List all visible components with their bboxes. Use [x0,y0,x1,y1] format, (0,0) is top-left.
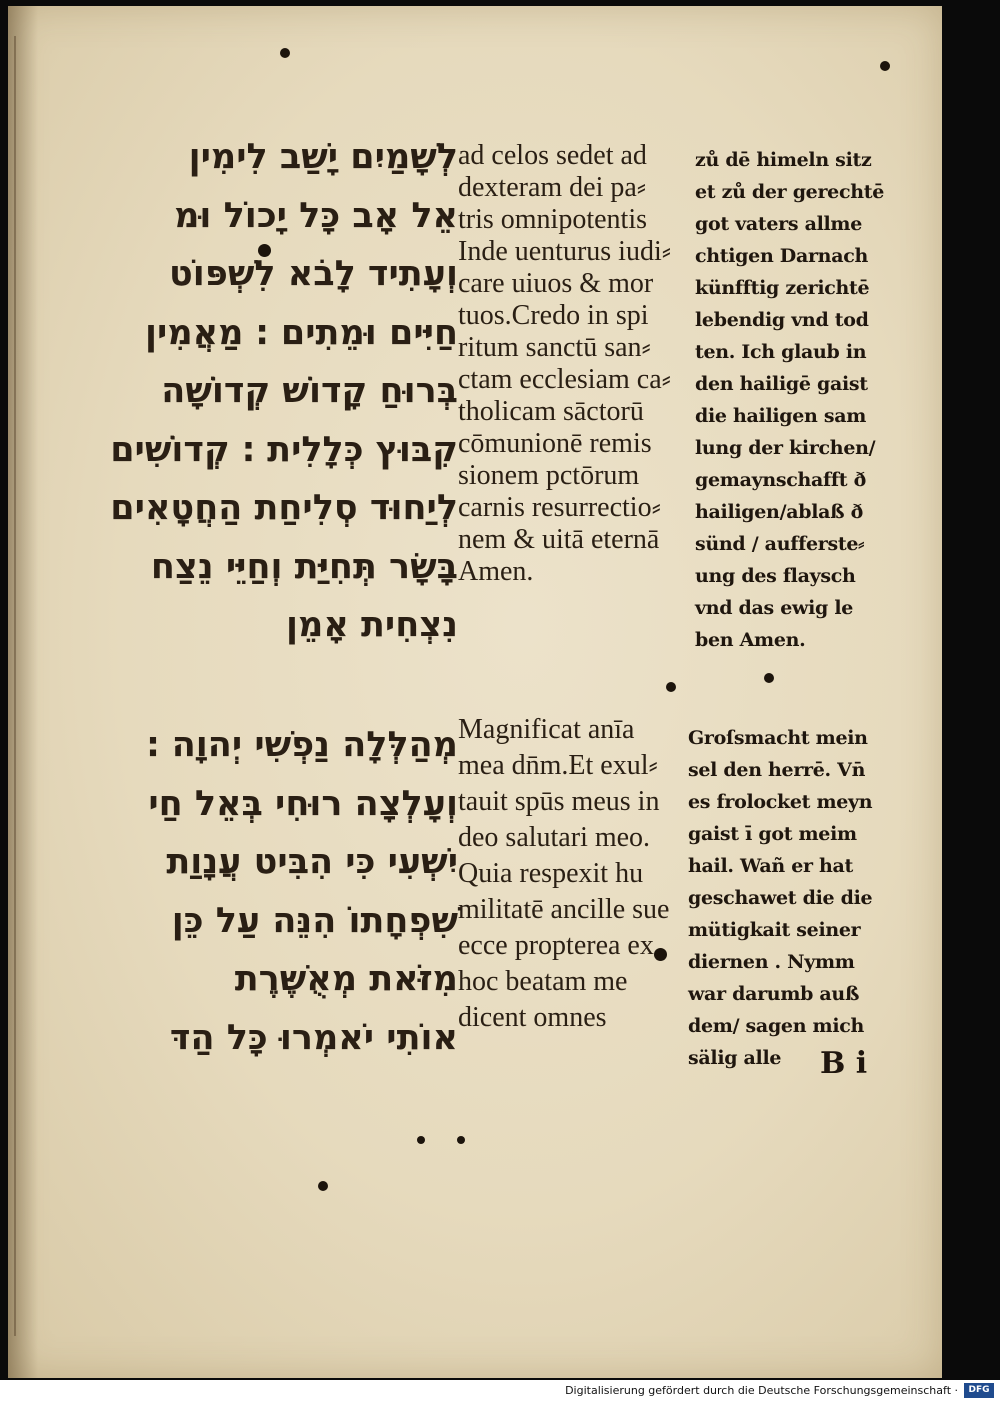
german-line: ben Amen. [695,629,806,651]
latin-line: tauit spūs meus in [458,786,660,817]
book-page [8,6,942,1378]
hebrew-line: נִצְחִית אָמֵן [286,605,458,645]
german-line: got vaters allme [695,213,863,235]
hebrew-line: וְעָלְצָה רוּחִי בְּאֵל חַי [148,783,458,824]
german-line: hailigen/ablaß ð [695,501,863,523]
hebrew-line: קִבּוּץ כְּלָלִית ׃ קְדוֹשִׁים [110,429,458,470]
german-line: die hailigen sam [695,405,867,427]
hebrew-line: מְהַלְּלָה נַפְשִׁי יְהוָה ׃ [146,725,458,765]
german-line: gemaynschafft ð [695,469,866,491]
latin-line: mea dn̄m.Et exul⸗ [458,750,658,781]
latin-line: Quia respexit hu [458,858,644,889]
german-line: dem/ sagen mich [688,1015,865,1037]
spine-line [14,36,16,1336]
hebrew-line: בָּשָׂר תְּחִיַּת וְחַיֵּי נֵצַח [150,546,458,587]
hebrew-line: לְיַחוּד סְלִיחַת הַחֲטָאִים [110,488,458,528]
latin-line: nem & uitā eternā [458,524,660,555]
german-line: diernen . Nymm [688,951,855,973]
german-line: mütigkait seiner [688,919,861,941]
latin-column-bottom [458,712,669,1036]
hebrew-line: חַיִּים וּמֵתִים ׃ מַאֲמִין [145,312,458,353]
latin-column-top [458,140,671,588]
german-line: sälig alle [688,1047,782,1069]
ink-dot [764,673,774,683]
latin-line: care uiuos & mor [458,268,654,299]
german-line: es frolocket meyn [688,791,873,813]
ink-dot [666,682,676,692]
german-line: ung des flaysch [695,565,856,587]
german-line: künfftig zerichtē [695,277,870,299]
hebrew-line: אוֹתִי יֹאמְרוּ כָּל הַדּ [169,1017,458,1058]
ink-dot [457,1136,465,1144]
german-line: chtigen Darnach [695,245,868,267]
latin-line: cōmunionē remis [458,428,652,459]
german-line: gaist ī got meim [688,823,857,845]
latin-line: militatē ancille sue [458,894,670,925]
latin-line: Magnificat anīa [458,714,635,745]
german-line: sünd / aufferste⸗ [695,533,865,555]
hebrew-column-top [38,128,458,655]
latin-line: dicent omnes [458,1002,607,1033]
dfg-logo: DFG [964,1383,994,1398]
german-line: lebendig vnd tod [695,309,869,331]
ink-dot [318,1181,328,1191]
latin-line: ctam ecclesiam ca⸗ [458,364,671,395]
german-line: zů dē himeln sitz [695,149,872,171]
latin-line: deo salutari meo. [458,822,651,853]
german-line: ten. Ich glaub in [695,341,867,363]
hebrew-line: מִזֹּאת מְאֻשֶּׁרֶת [234,959,458,999]
german-line: lung der kirchen/ [695,437,876,459]
german-column-bottom [688,722,872,1074]
ink-dot [880,61,890,71]
hebrew-line: וְעָתִיד לָבֹא לִשְׁפּוֹט [169,254,458,294]
latin-line: ritum sanctū san⸗ [458,332,651,363]
german-line: Groſsmacht mein [688,727,868,749]
latin-line: tholicam sāctorū [458,396,644,427]
german-line: et zů der gerechtē [695,181,885,203]
hebrew-line: בְּרוּחַ קָדוֹשׁ קְדוֹשָׁה [161,371,458,411]
latin-line: hoc beatam me [458,966,628,997]
latin-line: tuos.Credo in spi [458,300,649,331]
german-line: sel den herrē. Vn̄ [688,759,866,781]
hebrew-line: לְשָׁמַיִם יָשַׁב לִימִין [188,137,458,177]
ink-dot [280,48,290,58]
latin-line: ad celos sedet ad [458,140,647,171]
german-line: geschawet die die [688,887,873,909]
german-line: vnd das ewig le [695,597,854,619]
funding-credit: Digitalisierung gefördert durch die Deutsche Forschungsgemeinschaft · [565,1384,958,1397]
latin-line: Inde uenturus iudi⸗ [458,236,672,267]
german-line: hail. Wañ er hat [688,855,854,877]
footer-bar [0,1380,1000,1403]
hebrew-line: אֵל אָב כָּל יָכוֹל וּמ [174,195,458,236]
german-line: war darumb auß [688,983,860,1005]
latin-line: carnis resurrectio⸗ [458,492,661,523]
hebrew-line: יִשְׁעִי כִּי הִבִּיט עֲנָוַת [166,842,458,882]
latin-line: Amen. [458,556,534,587]
hebrew-line: שִׁפְחָתוֹ הִנֵּה עַל כֵּן [171,900,458,941]
latin-line: dexteram dei pa⸗ [458,172,647,203]
hebrew-column-bottom [38,716,458,1067]
latin-line: tris omnipotentis [458,204,647,235]
signature-mark: B i [820,1046,868,1081]
latin-line: sionem pctōrum [458,460,640,491]
latin-line: ecce propterea ex [458,930,654,961]
german-line: den hailigē gaist [695,373,868,395]
ink-dot [417,1136,425,1144]
german-column-top [695,144,884,656]
page-gutter-shadow [8,6,38,1378]
